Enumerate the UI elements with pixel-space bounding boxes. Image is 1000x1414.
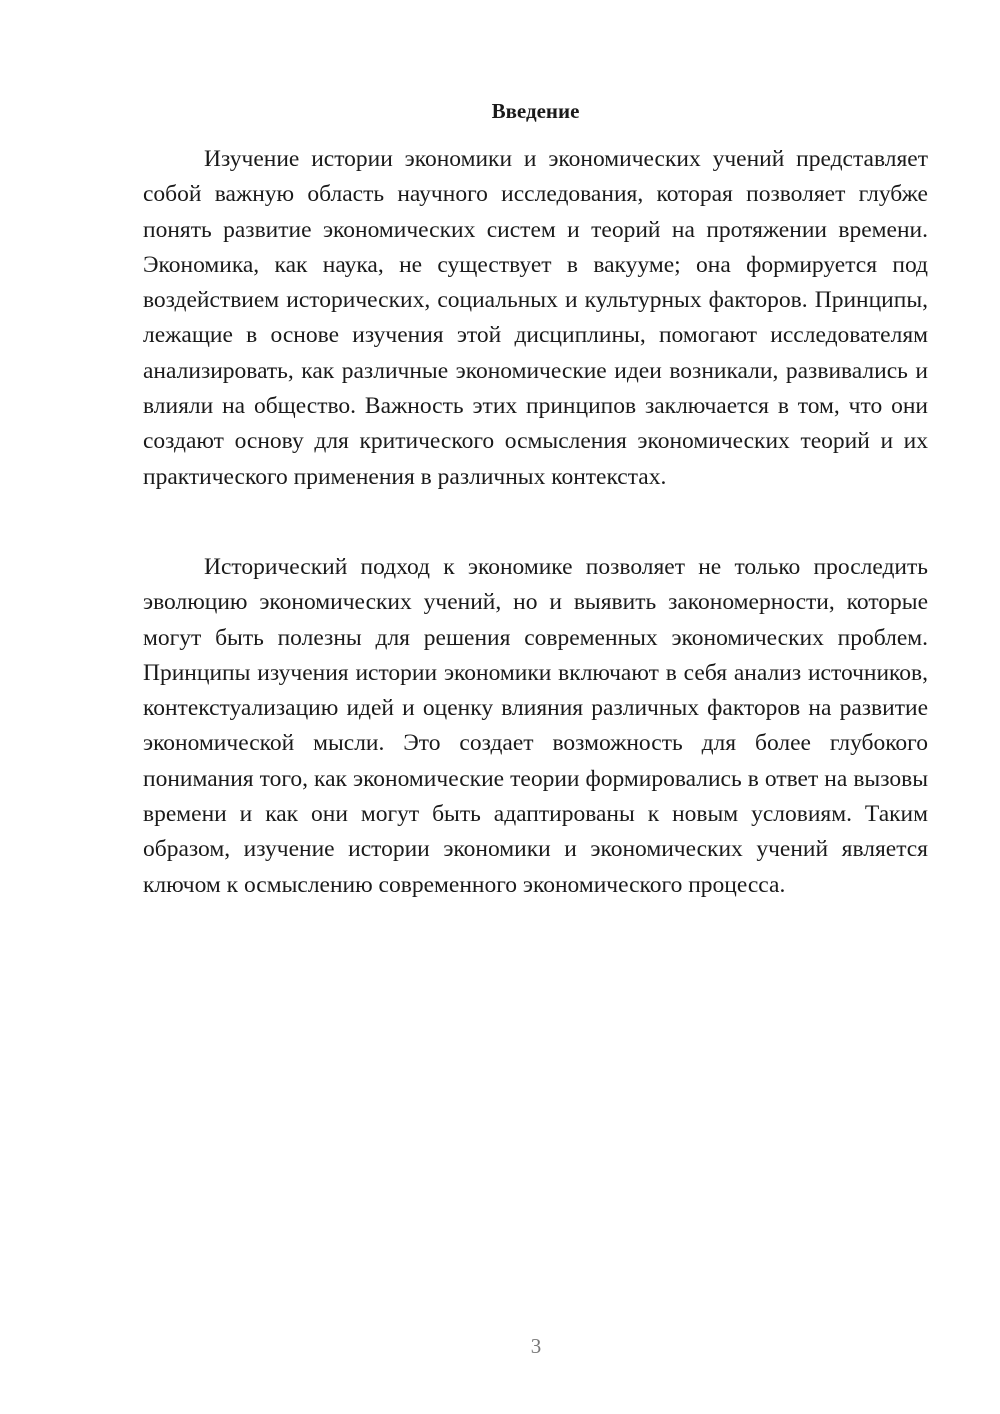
paragraph-2: Исторический подход к экономике позволяет не только проследить эволюцию экономических учений, но и выявить закономерности, которые могут быть полезны для решения современных экономических проблем. Принципы изучения истории экономики включают в себя анализ источников, контекстуализацию идей и оценку влияния различных факторов на развитие экономической мысли. Это создает возможность для более глубокого понимания того, как экономические теории формировались в ответ на вызовы времени и как они могут быть адаптированы к новым условиям. Таким образом, изучение истории экономики и экономических учений является ключом к осмыслению современного экономического процесса.: [143, 554, 928, 898]
page-number: 3: [530, 1334, 542, 1358]
section-heading: Введение: [491, 99, 580, 123]
paragraph-1: Изучение истории экономики и экономических учений представляет собой важную область научного исследования, которая позволяет глубже понять развитие экономических систем и теорий на протяжении времени. Экономика, как наука, не существует в вакууме; она формируется под воздействием исторических, социальных и культурных факторов. Принципы, лежащие в основе изучения этой дисциплины, помогают исследователям анализировать, как различные экономические идеи возникали, развивались и влияли на общество. Важность этих принципов заключается в том, что они создают основу для критического осмысления экономических теорий и их практического применения в различных контекстах.: [143, 146, 928, 490]
